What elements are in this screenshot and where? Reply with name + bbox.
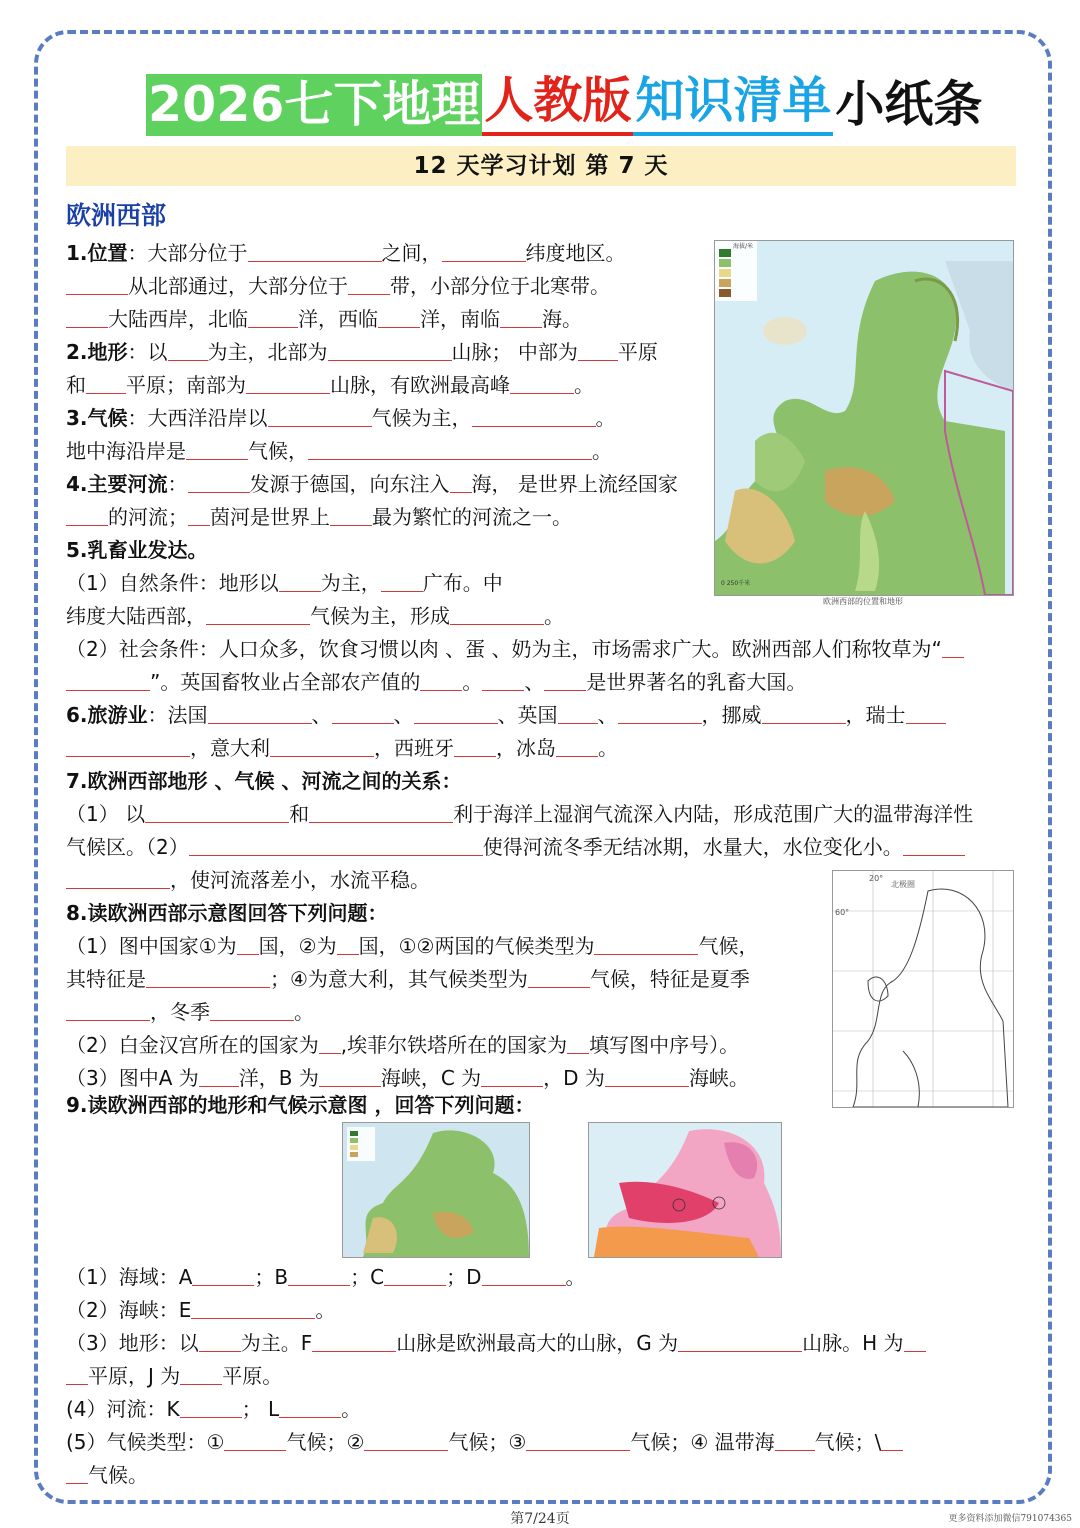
q3-line-2 — [66, 436, 612, 466]
map2-label-2: 20° — [869, 874, 884, 883]
blank[interactable] — [881, 1428, 903, 1451]
title-part-3: 知识清单 — [633, 70, 833, 136]
q8-line-5 — [66, 1063, 749, 1093]
blank[interactable] — [66, 866, 170, 889]
q9-text-j: 山脉是欧洲最高大的山脉，G 为 — [396, 1331, 679, 1355]
q9-line-6 — [66, 1427, 903, 1457]
blank[interactable] — [348, 272, 390, 295]
q5-text-c: 广布。中 — [422, 571, 503, 595]
climate-map-svg — [589, 1123, 781, 1257]
q9-line-5 — [66, 1394, 361, 1424]
q5-text-a: （1）自然条件：地形以 — [66, 571, 279, 595]
blank[interactable] — [775, 1428, 815, 1451]
blank[interactable] — [381, 569, 423, 592]
q8-text-k: ,埃菲尔铁塔所在的国家为 — [340, 1033, 568, 1057]
q2-text-c: 山脉； 中部为 — [451, 340, 578, 364]
q9-text-t: 气候；④ 温带海 — [630, 1430, 775, 1454]
blank[interactable] — [66, 734, 190, 757]
blank[interactable] — [594, 932, 698, 955]
q3-text-c: 。 — [595, 406, 616, 430]
q8-text-p: ，D 为 — [543, 1066, 605, 1090]
q7-line-1 — [66, 799, 973, 829]
q3-text-b: 气候为主， — [371, 406, 472, 430]
europe-physical-map — [714, 240, 1014, 596]
q9-text-a: （1）海域：A — [66, 1265, 193, 1289]
blank[interactable] — [481, 1064, 543, 1087]
blank[interactable] — [224, 1428, 286, 1451]
q8-number: 8.读欧洲西部示意图回答下列问题： — [66, 901, 388, 925]
blank[interactable] — [312, 1329, 396, 1352]
blank[interactable] — [558, 701, 598, 724]
blank[interactable] — [308, 437, 592, 460]
map2-label-3: 60° — [835, 908, 850, 917]
map1-caption: 欧洲西部的位置和地形 — [823, 597, 903, 606]
map2-label-1: 北极圈 — [891, 880, 915, 889]
q7-line-2 — [66, 832, 965, 862]
q2-text-h: 。 — [574, 373, 594, 397]
q8-text-m: （3）图中A 为 — [66, 1066, 199, 1090]
terrain-map — [342, 1122, 530, 1258]
q6-line-2 — [66, 733, 618, 763]
q5-text-d: 纬度大陆西部， — [66, 604, 206, 628]
blank[interactable] — [319, 1064, 381, 1087]
q2-line-1 — [66, 337, 658, 367]
blank[interactable] — [66, 1362, 88, 1385]
blank[interactable] — [942, 635, 964, 658]
blank[interactable] — [364, 1428, 448, 1451]
blank[interactable] — [906, 701, 946, 724]
q1-number: 1.位置 — [66, 241, 128, 265]
blank[interactable] — [188, 470, 250, 493]
blank[interactable] — [279, 569, 321, 592]
q5-text-g: （2）社会条件：人口众多，饮食习惯以肉 、蛋 、奶为主，市场需求广大。欧洲西部人们称牧草为“ — [66, 637, 942, 661]
q6-text-e: 、 — [597, 703, 618, 727]
section-heading: 欧洲西部 — [66, 201, 167, 230]
q4-line-2 — [66, 502, 572, 532]
q7-text-e: 使得河流冬季无结冰期，水量大，水位变化小。 — [482, 835, 903, 859]
q8-text-a: （1）图中国家①为 — [66, 934, 237, 958]
q2-text-f: 平原；南部为 — [126, 373, 246, 397]
blank[interactable] — [180, 1395, 242, 1418]
q9-text-g: 。 — [315, 1298, 336, 1322]
q8-text-n: 洋，B 为 — [238, 1066, 319, 1090]
blank[interactable] — [567, 1031, 589, 1054]
q9-line-4 — [66, 1361, 282, 1391]
q1-text-g: 洋，西临 — [298, 307, 378, 331]
q1-text-c: 纬度地区。 — [525, 241, 626, 265]
blank[interactable] — [420, 668, 462, 691]
q5-text-f: 。 — [544, 604, 564, 628]
q7-number: 7.欧洲西部地形 、气候 、河流之间的关系： — [66, 769, 462, 793]
q5-number: 5.乳畜业发达。 — [66, 538, 208, 562]
q9-text-q: (5）气候类型：① — [66, 1430, 225, 1454]
blank[interactable] — [450, 602, 544, 625]
q5-line-2 — [66, 601, 564, 631]
q4-text-f: 最为繁忙的河流之一。 — [372, 505, 572, 529]
blank[interactable] — [86, 371, 126, 394]
blank[interactable] — [279, 1395, 341, 1418]
q7-text-a: （1） 以 — [66, 802, 146, 826]
q7-text-f: ，使河流落差小，水流平稳。 — [170, 868, 430, 892]
q9-text-s: 气候；③ — [448, 1430, 527, 1454]
q9-text-p: 。 — [341, 1397, 362, 1421]
blank[interactable] — [482, 668, 524, 691]
q8-line-1 — [66, 931, 758, 961]
q7-text-d: 气候区。（2） — [66, 835, 189, 859]
q5-line-1 — [66, 568, 503, 598]
q9-text-i: 为主。F — [240, 1331, 313, 1355]
blank[interactable] — [248, 239, 382, 262]
europe-outline-map-svg — [833, 871, 1013, 1107]
q8-text-q: 海峡。 — [688, 1066, 749, 1090]
q8-text-i: 。 — [294, 1000, 314, 1024]
blank[interactable] — [145, 800, 289, 823]
blank[interactable] — [332, 701, 394, 724]
q1-text-f: 大陆西岸，北临 — [108, 307, 248, 331]
q5-text-i: 。 — [462, 670, 483, 694]
q6-text-b: 、 — [311, 703, 332, 727]
q8-text-d: 气候， — [698, 934, 759, 958]
q9-line-1 — [66, 1262, 586, 1292]
q4-text-c: 海， 是世界上流经国家 — [471, 472, 678, 496]
q3-text-f: 。 — [592, 439, 612, 463]
blank[interactable] — [500, 305, 542, 328]
q1-text-a: ：大部分位于 — [127, 241, 248, 265]
blank[interactable] — [199, 1064, 239, 1087]
q7-text-c: 利于海洋上湿润气流深入内陆，形成范围广大的温带海洋性 — [453, 802, 974, 826]
q8-text-c: 国，①②两国的气候类型为 — [358, 934, 595, 958]
blank[interactable] — [330, 503, 372, 526]
q9-text-v: 气候。 — [88, 1463, 148, 1487]
blank[interactable] — [618, 701, 702, 724]
map1-legend-label: 海拔/米 — [733, 243, 754, 250]
q7-line-3 — [66, 865, 430, 895]
blank[interactable] — [528, 965, 590, 988]
q5-text-b: 为主， — [320, 571, 381, 595]
q2-text-g: 山脉，有欧洲最高峰 — [330, 373, 510, 397]
q4-number: 4.主要河流 — [66, 472, 168, 496]
q1-line-1 — [66, 238, 626, 268]
blank[interactable] — [328, 338, 452, 361]
q3-text-a: ：大西洋沿岸以 — [127, 406, 268, 430]
q7-text-b: 和 — [289, 802, 310, 826]
q8-line-2 — [66, 964, 750, 994]
q9-text-n: (4）河流：K — [66, 1397, 180, 1421]
blank[interactable] — [378, 305, 420, 328]
blank[interactable] — [66, 1461, 88, 1484]
blank[interactable] — [191, 1296, 315, 1319]
q6-text-g: ，瑞士 — [845, 703, 906, 727]
q2-text-a: ：以 — [127, 340, 168, 364]
q7-heading — [66, 766, 461, 796]
blank[interactable] — [450, 470, 472, 493]
terrain-map-svg — [343, 1123, 529, 1257]
q9-line-3 — [66, 1328, 926, 1358]
q3-number: 3.气候 — [66, 406, 128, 430]
watermark-text: 更多资料添加微信791074365 — [948, 1514, 1072, 1524]
q4-text-d: 的河流； — [108, 505, 188, 529]
blank[interactable] — [309, 800, 453, 823]
blank[interactable] — [442, 239, 526, 262]
q9-line-7 — [66, 1460, 148, 1490]
blank[interactable] — [248, 305, 298, 328]
q1-text-e: 带，小部分位于北寒带。 — [390, 274, 610, 298]
q8-text-j: （2）白金汉宫所在的国家为 — [66, 1033, 319, 1057]
q6-text-d: 、英国 — [497, 703, 558, 727]
blank[interactable] — [454, 734, 496, 757]
q8-line-4 — [66, 1030, 739, 1060]
q8-text-g: 气候，特征是夏季 — [589, 967, 750, 991]
blank[interactable] — [904, 1329, 926, 1352]
title-part-2: 人教版 — [482, 70, 633, 136]
blank[interactable] — [186, 437, 248, 460]
q8-heading — [66, 898, 388, 928]
q8-text-f: ；④为意大利，其气候类型为 — [270, 967, 528, 991]
q1-line-3 — [66, 304, 582, 334]
q3-line-1 — [66, 403, 616, 433]
q2-line-2 — [66, 370, 594, 400]
q8-text-l: 填写图中序号）。 — [589, 1033, 740, 1057]
q6-text-f: ，挪威 — [701, 703, 762, 727]
blank[interactable] — [146, 965, 270, 988]
q4-text-b: 发源于德国，向东注入 — [249, 472, 450, 496]
page-title — [146, 66, 984, 136]
blank[interactable] — [268, 404, 372, 427]
blank[interactable] — [210, 998, 294, 1021]
title-part-1: 2026七下地理 — [146, 74, 482, 136]
q9-text-u: 气候；\ — [814, 1430, 882, 1454]
q1-text-i: 海。 — [542, 307, 582, 331]
q9-text-m: 平原。 — [222, 1364, 283, 1388]
blank[interactable] — [472, 404, 596, 427]
q9-text-d: ；D — [446, 1265, 482, 1289]
q5-text-h: ”。英国畜牧业占全部农产值的 — [150, 670, 421, 694]
q9-text-l: 平原，J 为 — [88, 1364, 181, 1388]
q1-text-h: 洋，南临 — [420, 307, 500, 331]
page-number: 第7/24页 — [510, 1511, 570, 1527]
q2-text-e: 和 — [66, 373, 86, 397]
blank[interactable] — [414, 701, 498, 724]
blank[interactable] — [556, 734, 598, 757]
q6-text-c: 、 — [393, 703, 414, 727]
map1-scale: 0 250千米 — [721, 580, 751, 587]
blank[interactable] — [66, 503, 108, 526]
blank[interactable] — [678, 1329, 802, 1352]
climate-map — [588, 1122, 782, 1258]
q9-text-o: ； L — [241, 1397, 280, 1421]
q6-text-a: ：法国 — [147, 703, 208, 727]
blank[interactable] — [237, 932, 259, 955]
q6-text-h: ，意大利 — [190, 736, 270, 760]
q3-text-e: 气候， — [248, 439, 308, 463]
blank[interactable] — [544, 668, 586, 691]
blank[interactable] — [180, 1362, 222, 1385]
q4-text-e: 茵河是世界上 — [210, 505, 330, 529]
q5-text-e: 气候为主，形成 — [310, 604, 450, 628]
q5-text-k: 是世界著名的乳畜大国。 — [586, 670, 807, 694]
europe-physical-map-svg — [715, 241, 1013, 595]
q6-number: 6.旅游业 — [66, 703, 148, 727]
blank[interactable] — [270, 734, 374, 757]
q9-line-2 — [66, 1295, 335, 1325]
blank[interactable] — [192, 1263, 254, 1286]
q6-line-1 — [66, 700, 946, 730]
q8-text-e: 其特征是 — [66, 967, 146, 991]
q1-text-d: 从北部通过，大部分位于 — [128, 274, 348, 298]
q9-text-h: （3）地形：以 — [66, 1331, 199, 1355]
q9-text-c: ；C — [350, 1265, 385, 1289]
q8-line-3 — [66, 997, 314, 1027]
blank[interactable] — [168, 338, 208, 361]
blank[interactable] — [188, 503, 210, 526]
blank[interactable] — [605, 1064, 689, 1087]
q6-text-k: 。 — [598, 736, 618, 760]
blank[interactable] — [337, 932, 359, 955]
blank[interactable] — [189, 833, 483, 856]
blank[interactable] — [903, 833, 965, 856]
q9-text-b: ；B — [254, 1265, 289, 1289]
blank[interactable] — [246, 371, 330, 394]
title-part-4: 小纸条 — [835, 76, 983, 133]
q2-number: 2.地形 — [66, 340, 128, 364]
blank[interactable] — [206, 602, 310, 625]
q8-text-h: ，冬季 — [150, 1000, 210, 1024]
blank[interactable] — [482, 1263, 566, 1286]
blank[interactable] — [384, 1263, 446, 1286]
q4-text-a: ： — [167, 472, 188, 496]
q2-text-d: 平原 — [617, 340, 658, 364]
q2-text-b: 为主，北部为 — [207, 340, 328, 364]
blank[interactable] — [762, 701, 846, 724]
study-plan-banner: 12 天学习计划 第 7 天 — [66, 146, 1016, 186]
q8-text-o: 海峡，C 为 — [380, 1066, 482, 1090]
europe-outline-map — [832, 870, 1014, 1108]
q9-text-k: 山脉。H 为 — [802, 1331, 904, 1355]
q5-text-j: 、 — [524, 670, 545, 694]
blank[interactable] — [66, 305, 108, 328]
blank[interactable] — [66, 998, 150, 1021]
q9-text-r: 气候；② — [286, 1430, 365, 1454]
blank[interactable] — [66, 668, 150, 691]
q1-line-2 — [66, 271, 610, 301]
blank[interactable] — [510, 371, 574, 394]
blank[interactable] — [319, 1031, 341, 1054]
q1-text-b: 之间， — [381, 241, 442, 265]
q9-text-e: 。 — [565, 1265, 586, 1289]
q8-text-b: 国，②为 — [258, 934, 337, 958]
blank[interactable] — [288, 1263, 350, 1286]
q9-heading — [66, 1090, 534, 1120]
q6-text-i: ，西班牙 — [374, 736, 454, 760]
q3-text-d: 地中海沿岸是 — [66, 439, 186, 463]
blank[interactable] — [66, 272, 128, 295]
q5-heading — [66, 535, 208, 565]
blank[interactable] — [526, 1428, 630, 1451]
q5-line-3 — [66, 634, 964, 664]
blank[interactable] — [208, 701, 312, 724]
q6-text-j: ，冰岛 — [496, 736, 556, 760]
blank[interactable] — [578, 338, 618, 361]
blank[interactable] — [199, 1329, 241, 1352]
q9-number: 9.读欧洲西部的地形和气候示意图 ，回答下列问题： — [66, 1093, 535, 1117]
q4-line-1 — [66, 469, 678, 499]
q9-text-f: （2）海峡：E — [66, 1298, 192, 1322]
q5-line-4 — [66, 667, 806, 697]
